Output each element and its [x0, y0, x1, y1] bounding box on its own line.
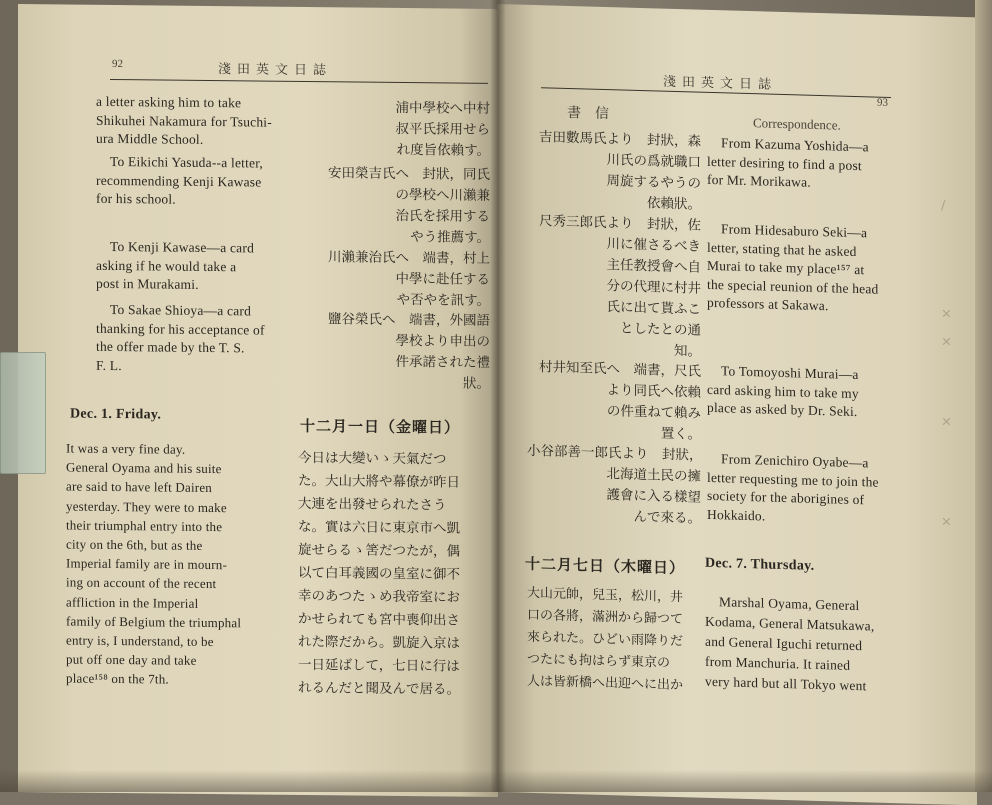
date-heading-jp-left: 十二月一日（金曜日）	[300, 416, 461, 437]
en-block-1: a letter asking him to take Shikuhei Nakamura for Tsuchi- ura Middle School.	[96, 93, 272, 147]
date-heading-en-right: Dec. 7. Thursday.	[705, 555, 815, 574]
pencil-mark-5: ×	[941, 514, 952, 530]
date-heading-jp-right: 十二月七日（木曜日）	[525, 554, 686, 578]
book-gutter	[490, 0, 506, 792]
en-letter-3: To Tomoyoshi Murai—a card asking him to take my place as asked by Dr. Seki.	[707, 363, 859, 420]
pencil-mark-1: /	[941, 198, 946, 214]
jp-letter-2: 尺秀三郎氏より 封狀，佐 川に催さるべき 主任教授會へ自 分の代理に村井 氏に出て貰ふこ としたとの通 知。	[539, 213, 701, 360]
header-rule-left	[110, 79, 488, 84]
bottom-shadow	[0, 770, 992, 792]
jp-letter-4: 小谷部善一郎氏より 封狀， 北海道土民の擁 護會に入る樣望 んで來る。	[527, 442, 703, 527]
jp-letter-3: 村井知至氏へ 端書，尺氏 より同氏へ依賴 の件重ねて賴み 置く。	[539, 359, 701, 443]
en-block-2: To Eikichi Yasuda--a letter, recommending Kenji Kawase for his school.	[96, 153, 263, 207]
page-number-right: 93	[877, 96, 888, 109]
en-letter-1: From Kazuma Yoshida—a letter desiring to find a post for Mr. Morikawa.	[707, 135, 869, 190]
page-stack-edge	[975, 0, 992, 792]
pencil-mark-2: ×	[941, 306, 952, 322]
jp-block-3: 川瀨兼治氏へ 端書，村上 中學に赴任する や否やを訊す。	[328, 249, 490, 309]
running-head-left: 淺田英文日誌	[218, 62, 333, 79]
diary-entry-jp-right: 大山元帥，兒玉，松川，井 口の各將，滿洲から歸つて 來られた。ひどい雨降りだ つたにも拘はらず東京の 人は皆新橋へ出迎へに出か	[527, 585, 684, 694]
diary-entry-en-right: Marshal Oyama, General Kodama, General Matsukawa, and General Iguchi returned from Manchuria. It rained very hard but all Tokyo went	[705, 594, 875, 694]
en-block-3: To Kenji Kawase—a card asking if he would take a post in Murakami.	[96, 238, 255, 292]
jp-block-1: 浦中學校へ中村 叔平氏採用せら れ度旨依賴す。	[395, 99, 490, 159]
page-marker-tab	[0, 352, 46, 474]
pencil-mark-4: ×	[941, 414, 952, 430]
diary-entry-jp-left: 今日は大變いゝ天氣だつ た。大山大將や幕僚が昨日 大連を出發せられたさう な。實は六日に東京市へ凱 旋せらるゝ筈だつたが，偶 以て白耳義國の皇室に御不 幸のあつたゝめ我帝室にお かせられても宮中喪仰出さ れた際だから。凱旋入京は 一日延ばして，七日に行は れるんだと聞及んで居る。	[298, 449, 460, 698]
page-number-left: 92	[112, 57, 123, 71]
diary-entry-en-left: It was a very fine day. General Oyama and his suite are said to have left Dairen yesterday. They were to make their triumphal entry into the city on the 6th, but as the Imperial family are in mourn- ing on account of the recent affliction in the Imperial family of Belgium the triumphal entry is, I understand, to be put off one day and take place¹⁵⁸ on the 7th.	[66, 440, 242, 688]
date-heading-en-left: Dec. 1. Friday.	[70, 406, 162, 423]
jp-letter-1: 吉田數馬氏より 封狀，森 川氏の爲就職口 周旋するやうの 依賴狀。	[539, 129, 701, 213]
left-page	[18, 4, 498, 797]
right-page	[497, 4, 977, 805]
running-head-right: 淺田英文日誌	[663, 74, 778, 93]
en-letter-4: From Zenichiro Oyabe—a letter requesting me to join the society for the aborigines of Hokkaido.	[707, 451, 879, 523]
en-letter-2: From Hidesaburo Seki—a letter, stating that he asked Murai to take my place¹⁵⁷ at the special reunion of the head professors at Sakawa.	[707, 221, 879, 314]
jp-block-2: 安田榮吉氏へ 封狀，同氏 の學校へ川瀨兼 治氏を採用する やう推薦す。	[328, 165, 490, 246]
en-block-4: To Sakae Shioya—a card thanking for his acceptance of the offer made by the T. S. F. L.	[96, 301, 265, 373]
section-heading-en: Correspondence.	[753, 115, 841, 133]
jp-block-4: 鹽谷榮氏へ 端書，外國語 學校より申出の 件承諾された禮 狀。	[328, 311, 490, 392]
pencil-mark-3: ×	[941, 334, 952, 350]
section-heading-jp: 書信	[567, 104, 623, 123]
